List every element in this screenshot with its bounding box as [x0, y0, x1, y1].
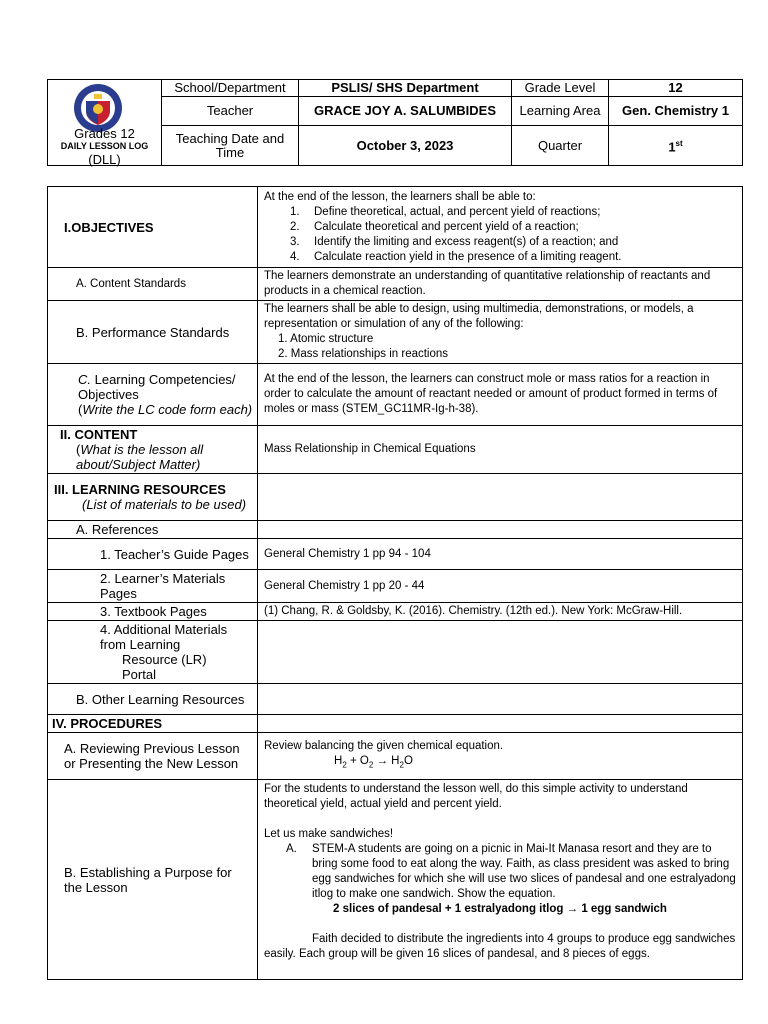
- logo-cell: [48, 80, 162, 166]
- performance-standards-label: B. Performance Standards: [48, 301, 258, 364]
- list-item: A. STEM-A students are going on a picnic in Mai-It Manasa resort and they are to bring some food to eat along the way. Faith, as class president was asked to bring egg sandwiches for which she will use two slices of pandesal and one estralyadong itlog to make one sandwich. Show the equation.: [286, 843, 736, 900]
- teachers-guide-label: 1. Teacher’s Guide Pages: [48, 539, 258, 570]
- content-standards-text: The learners demonstrate an understanding of quantitative relationship of reactants and products in a chemical reaction.: [258, 268, 743, 301]
- quarter-value: 1st: [609, 126, 743, 166]
- competencies-text: At the end of the lesson, the learners can construct mole or mass ratios for a reaction in order to calculate the amount of reactant needed or amount of product formed in terms of moles or mass (STEM_GC11MR-Ig-h-38).: [258, 364, 743, 426]
- list-item: 2. Calculate theoretical and percent yield of a reaction;: [290, 220, 579, 233]
- purpose-intro: For the students to understand the lesson well, do this simple activity to understand theoretical yield, actual yield and percent yield.: [264, 783, 688, 810]
- list-item: 1. Atomic structure: [278, 333, 374, 345]
- procedures-heading: IV. PROCEDURES: [48, 715, 258, 733]
- references-label: A. References: [48, 521, 258, 539]
- quarter-label: Quarter: [512, 126, 609, 166]
- objectives-list: [264, 205, 736, 265]
- additional-materials-label: 4. Additional Materials from Learning: [100, 622, 228, 652]
- reviewing-text: Review balancing the given chemical equation.: [264, 740, 504, 753]
- learners-materials-label: 2. Learner’s Materials Pages: [48, 570, 258, 603]
- competencies-c: C.: [78, 372, 91, 387]
- school-label: School/Department: [162, 80, 299, 97]
- objectives-heading: I.OBJECTIVES: [48, 187, 258, 268]
- teacher-label: Teacher: [162, 97, 299, 126]
- content-heading: II. CONTENT: [60, 427, 138, 442]
- chemical-equation: $H_2 + O_2 \to H_2O$: [334, 755, 413, 770]
- list-item: 4. Calculate reaction yield in the presence of a limiting reagent.: [290, 250, 622, 263]
- other-resources-label: B. Other Learning Resources: [48, 684, 258, 715]
- list-item: 3. Identify the limiting and excess reagent(s) of a reaction; and: [290, 235, 619, 248]
- objectives-row: [48, 187, 743, 268]
- purpose-outro: Faith decided to distribute the ingredients into 4 groups to produce egg sandwiches easily. Each group will be given 16 slices of pandesal, and 8 pieces of eggs.: [264, 933, 736, 960]
- competencies-label: Learning Competencies/ Objectives: [78, 372, 236, 402]
- textbook-label: 3. Textbook Pages: [48, 603, 258, 621]
- purpose-lets: Let us make sandwiches!: [264, 828, 394, 840]
- textbook-value: (1) Chang, R. & Goldsby, K. (2016). Chemistry. (12th ed.). New York: McGraw-Hill.: [258, 603, 743, 621]
- grade-value: 12: [609, 80, 743, 97]
- dll-label: DAILY LESSON LOG: [60, 141, 149, 151]
- grades-label: Grades 12: [74, 126, 135, 141]
- content-text: Mass Relationship in Chemical Equations: [258, 426, 743, 474]
- sandwich-equation: 2 slices of pandesal + 1 estralyadong itlog → 1 egg sandwich: [333, 903, 667, 915]
- lesson-table: I.OBJECTIVES At the end of the lesson, the learners shall be able to: 1. Define theoretical, actual, and percent yield of reactions; 2. Calculate theoretical and percent yield of a reaction; 3. Identify the limiting and excess reagent(s) of a reaction; and 4. Calculate reaction yield in the presence of a limiting reagent. A. Content Standards The learners demonstrate an understanding of quantitative relationship of reactants and products in a chemical reaction. B. Performance Standards The learners shall be able to design, using multimedia, demonstrations, or models, a representation or simulation of any of the following: 1. Atomic structure 2. Mass relationships in reactions C. Learning Competencies/ Objectives (Write the LC code form each) At the end of the lesson, the learners can construct mole or mass ratios for a reaction in order to calculate the amount of reactant needed or amount of product formed in terms of moles or mass (STEM_GC11MR-Ig-h-38). II. CONTENT (What is the lesson all about/Subject Matter) Mass Relationship in Chemical Equations III. LEARNING RESOURCES (List of materials to be used) A. References 1. Teacher’s Guide Pages General Chemistry 1 pp 94 - 104 2. Learner’s Materials Pages General Chemistry 1 pp 20 - 44 3. Textbook Pages (1) Chang, R. & Goldsby, K. (2016). Chemistry. (12th ed.). New York: McGraw-Hill. 4. Additional Materials from Learning Resource (LR) Portal B. Other Learning Resources IV. PROCEDURES A. Reviewing Previous Lesson or Presenting the New Lesson Review balancing the given chemical equation. $H_2 + O_2 \to H_2O$ B. Establishing a Purpose for the Lesson For the students to understand the lesson well, do this simple activity to understand theoretical yield, actual yield and percent yield. Let us make sandwiches! A. STEM-A students are going on a picnic in Mai-It Manasa resort and they are to bring some food to eat along the way. Faith, as class president was asked to bring egg sandwiches for which she will use two slices of pandesal and one estralyadong itlog to make one sandwich. Show the equation. 2 slices of pandesal + 1 estralyadong itlog → 1 egg sandwich Faith decided to distribute the ingredients into 4 groups to produce egg sandwiches easily. Each group will be given 16 slices of pandesal, and 8 pieces of eggs.: [47, 186, 743, 980]
- list-item: 1. Define theoretical, actual, and percent yield of reactions;: [290, 205, 601, 218]
- competencies-note: Write the LC code form each): [82, 402, 253, 417]
- content-standards-label: A. Content Standards: [48, 268, 258, 301]
- content-note: What is the lesson all about/Subject Matter): [76, 442, 204, 472]
- teachers-guide-value: General Chemistry 1 pp 94 - 104: [258, 539, 743, 570]
- reviewing-label: A. Reviewing Previous Lesson or Presenting the New Lesson: [48, 733, 258, 780]
- resources-heading: III. LEARNING RESOURCES: [54, 482, 226, 497]
- header-table: [47, 79, 743, 166]
- grade-label: Grade Level: [512, 80, 609, 97]
- area-value: Gen. Chemistry 1: [609, 97, 743, 126]
- list-item: 2. Mass relationships in reactions: [278, 348, 449, 360]
- date-label: Teaching Date and Time: [162, 126, 299, 166]
- objectives-intro: At the end of the lesson, the learners shall be able to:: [264, 190, 536, 203]
- purpose-label: B. Establishing a Purpose for the Lesson: [48, 780, 258, 980]
- teacher-value: GRACE JOY A. SALUMBIDES: [299, 97, 512, 126]
- performance-standards-text: The learners shall be able to design, using multimedia, demonstrations, or models, a representation or simulation of any of the following:: [264, 303, 694, 330]
- school-value: PSLIS/ SHS Department: [299, 80, 512, 97]
- resources-note: (List of materials to be used): [82, 497, 247, 512]
- learners-materials-value: General Chemistry 1 pp 20 - 44: [258, 570, 743, 603]
- area-label: Learning Area: [512, 97, 609, 126]
- dll-abbr: (DLL): [88, 152, 121, 167]
- date-value: October 3, 2023: [299, 126, 512, 166]
